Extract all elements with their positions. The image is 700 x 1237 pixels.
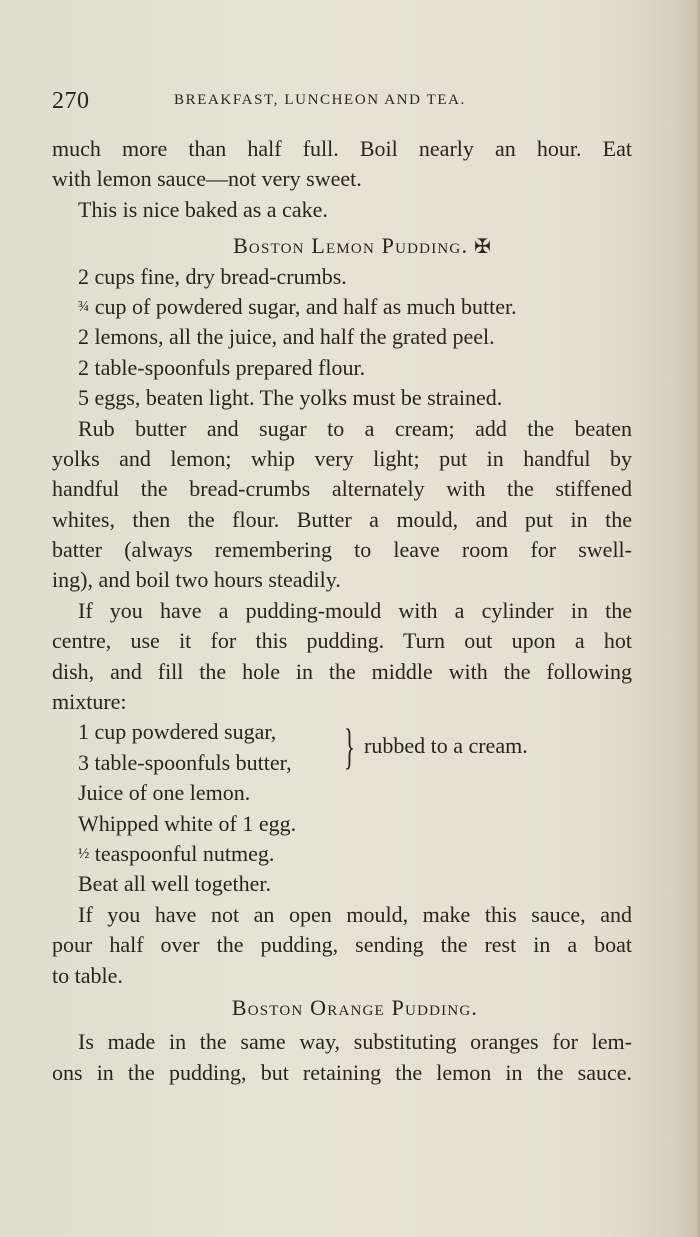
text-line: mixture: [52,689,127,715]
ingredient-line: Juice of one lemon. [78,780,251,806]
text-line: pour half over the pudding, sending the rest in a boat [52,932,632,958]
ingredient-line [52,292,632,322]
ingredient-line [52,839,632,869]
ingredient-line: Whipped white of 1 egg. [78,810,297,836]
text-line: Is made in the same way, substituting oranges for lem- [78,1029,632,1055]
ingredient-text: cup of powdered sugar, and half as much butter. [94,293,517,319]
recipe-title: Boston Lemon Pudding. [233,233,469,259]
brace-note: rubbed to a cream. [364,733,528,759]
recipe-heading [52,993,632,1023]
text-line: ing), and boil two hours steadily. [52,567,341,593]
text-line: batter (always remembering to leave room for swell- [52,537,632,563]
ingredient-text: teaspoonful nutmeg. [94,841,275,866]
recipe-heading [52,231,632,261]
page-edge [694,0,700,1237]
page-number: 270 [52,88,90,114]
text-line: handful the bread-crumbs alternately with the stiffened [52,476,632,502]
text-line: Rub butter and sugar to a cream; add the beaten [78,415,632,441]
text-line: to table. [52,962,123,988]
ingredient-line: 2 cups fine, dry bread-crumbs. [78,263,347,289]
sauce-ingredients-braced [52,717,632,778]
cross-mark-icon: ✠ [474,236,491,259]
text-line: Beat all well together. [78,871,272,897]
fraction: ½ [78,846,90,862]
text-line: yolks and lemon; whip very light; put in handful by [52,445,632,471]
text-line: whites, then the flour. Butter a mould, and put in the [52,506,632,532]
text-line: dish, and fill the hole in the middle with the following [52,658,632,684]
text-line: If you have not an open mould, make this sauce, and [78,901,632,927]
text-line: centre, use it for this pudding. Turn out upon a hot [52,628,632,654]
ingredient-line: 2 table-spoonfuls prepared flour. [78,354,366,380]
ingredient-line: 1 cup powdered sugar, [78,719,277,745]
text-line: This is nice baked as a cake. [78,196,328,222]
running-head [52,88,632,118]
text-line: much more than half full. Boil nearly an hour. Eat [52,136,632,161]
text-line: If you have a pudding-mould with a cylinder in the [78,597,632,623]
ingredient-line: 3 table-spoonfuls butter, [78,749,292,775]
body-text [52,134,632,1088]
ingredient-line: 2 lemons, all the juice, and half the grated peel. [78,324,495,350]
fraction: ¾ [78,298,90,315]
brace-icon: } [344,718,355,775]
text-line: ons in the pudding, but retaining the lemon in the sauce. [52,1059,632,1085]
running-title: BREAKFAST, LUNCHEON AND TEA. [174,92,466,108]
text-line: with lemon sauce—not very sweet. [52,166,362,192]
recipe-title: Boston Orange Pudding. [231,994,479,1020]
ingredient-line: 5 eggs, beaten light. The yolks must be strained. [78,385,503,411]
